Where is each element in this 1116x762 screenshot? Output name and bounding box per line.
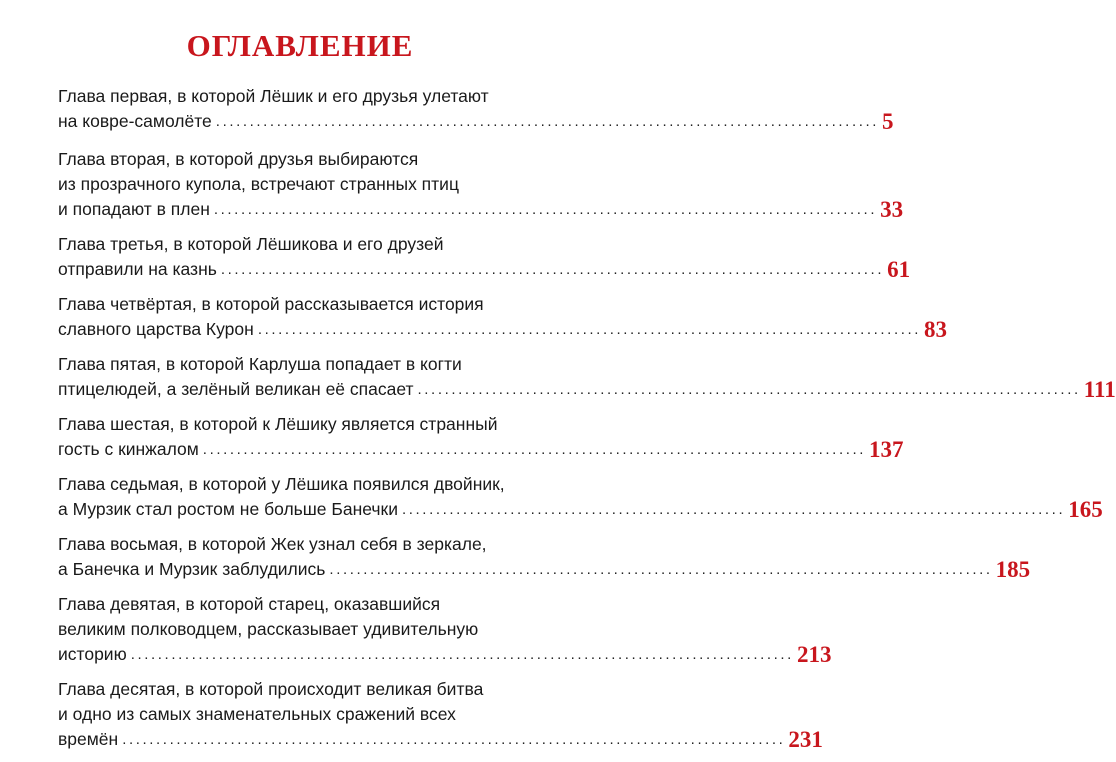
toc-entry[interactable] <box>58 147 904 222</box>
toc-entry-text-line: на ковре-самолёте <box>58 111 212 131</box>
toc-entry-text-line: Глава первая, в которой Лёшик и его друзья улетают <box>58 86 489 106</box>
toc-entry[interactable] <box>58 472 1103 522</box>
dot-leader: .................................................................................................. <box>402 501 1066 518</box>
dot-leader: .................................................................................................. <box>257 321 922 338</box>
toc-entry-last-line <box>58 437 904 462</box>
toc-entry-text-line: Глава пятая, в которой Карлуша попадает в когти <box>58 354 462 374</box>
toc-entry-text-line: историю <box>58 644 127 664</box>
toc-entry-last-line <box>58 727 823 752</box>
toc-entry[interactable] <box>58 292 948 342</box>
toc-entry-text-line: и одно из самых знаменательных сражений всех <box>58 704 456 724</box>
toc-entry-text-line: Глава восьмая, в которой Жек узнал себя в зеркале, <box>58 534 487 554</box>
toc-entry-last-line <box>58 317 948 342</box>
toc-entry[interactable] <box>58 232 911 282</box>
toc-entry-last-line <box>58 557 1031 582</box>
toc-entry-last-line <box>58 642 832 667</box>
page-number: 213 <box>796 642 832 667</box>
toc-entry[interactable] <box>58 412 904 462</box>
dot-leader: .................................................................................................. <box>122 731 786 748</box>
page-number: 5 <box>882 109 894 134</box>
toc-entry-text-line: птицелюдей, а зелёный великан её спасает <box>58 379 414 399</box>
toc-entry[interactable] <box>58 352 1116 402</box>
toc-entry-text-line: гость с кинжалом <box>58 439 199 459</box>
page-number: 33 <box>880 197 904 222</box>
page-title: ОГЛАВЛЕНИЕ <box>186 28 414 63</box>
toc-entry-text-line: Глава десятая, в которой происходит великая битва <box>58 679 484 699</box>
toc-entry[interactable] <box>58 532 1031 582</box>
toc-entry-last-line <box>58 197 904 222</box>
toc-entry-last-line <box>58 377 1116 402</box>
toc-entry-last-line <box>58 497 1103 522</box>
page-number: 185 <box>995 557 1031 582</box>
page-number: 137 <box>869 437 904 462</box>
dot-leader: .................................................................................................. <box>329 561 993 578</box>
toc-entry-text-line: отправили на казнь <box>58 259 217 279</box>
toc-entry-text-line: времён <box>58 729 119 749</box>
page-number: 165 <box>1068 497 1103 522</box>
dot-leader: .................................................................................................. <box>220 261 885 278</box>
toc-entry-text-line: из прозрачного купола, встречают странных птиц <box>58 174 459 194</box>
dot-leader: .................................................................................................. <box>417 381 1081 398</box>
dot-leader: .................................................................................................. <box>130 646 794 663</box>
dot-leader: .................................................................................................. <box>202 441 867 458</box>
toc-entry-last-line <box>58 109 894 134</box>
toc-entry-text-line: Глава третья, в которой Лёшикова и его друзей <box>58 234 444 254</box>
toc-entry-text-line: Глава вторая, в которой друзья выбираются <box>58 149 419 169</box>
toc-entry-text-line: славного царства Курон <box>58 319 254 339</box>
toc-entry[interactable] <box>58 677 823 752</box>
dot-leader: .................................................................................................. <box>213 201 878 218</box>
toc-entry[interactable] <box>58 592 832 667</box>
toc-entry-text-line: Глава четвёртая, в которой рассказывается история <box>58 294 484 314</box>
toc-entry-text-line: Глава девятая, в которой старец, оказавшийся <box>58 594 441 614</box>
toc-entry-text-line: Глава шестая, в которой к Лёшику является странный <box>58 414 498 434</box>
page-number: 83 <box>924 317 948 342</box>
table-of-contents <box>58 84 1116 762</box>
toc-entry-text-line: а Банечка и Мурзик заблудились <box>58 559 326 579</box>
toc-entry[interactable] <box>58 84 894 134</box>
page-number: 61 <box>887 257 911 282</box>
toc-entry-text-line: а Мурзик стал ростом не больше Банечки <box>58 499 398 519</box>
page-number: 231 <box>788 727 823 752</box>
dot-leader: .................................................................................................. <box>215 113 880 130</box>
toc-entry-last-line <box>58 257 911 282</box>
toc-entry-text-line: Глава седьмая, в которой у Лёшика появился двойник, <box>58 474 505 494</box>
toc-entry-text-line: и попадают в плен <box>58 199 210 219</box>
page-number: 111 <box>1083 377 1116 402</box>
toc-entry-text-line: великим полководцем, рассказывает удивительную <box>58 619 479 639</box>
